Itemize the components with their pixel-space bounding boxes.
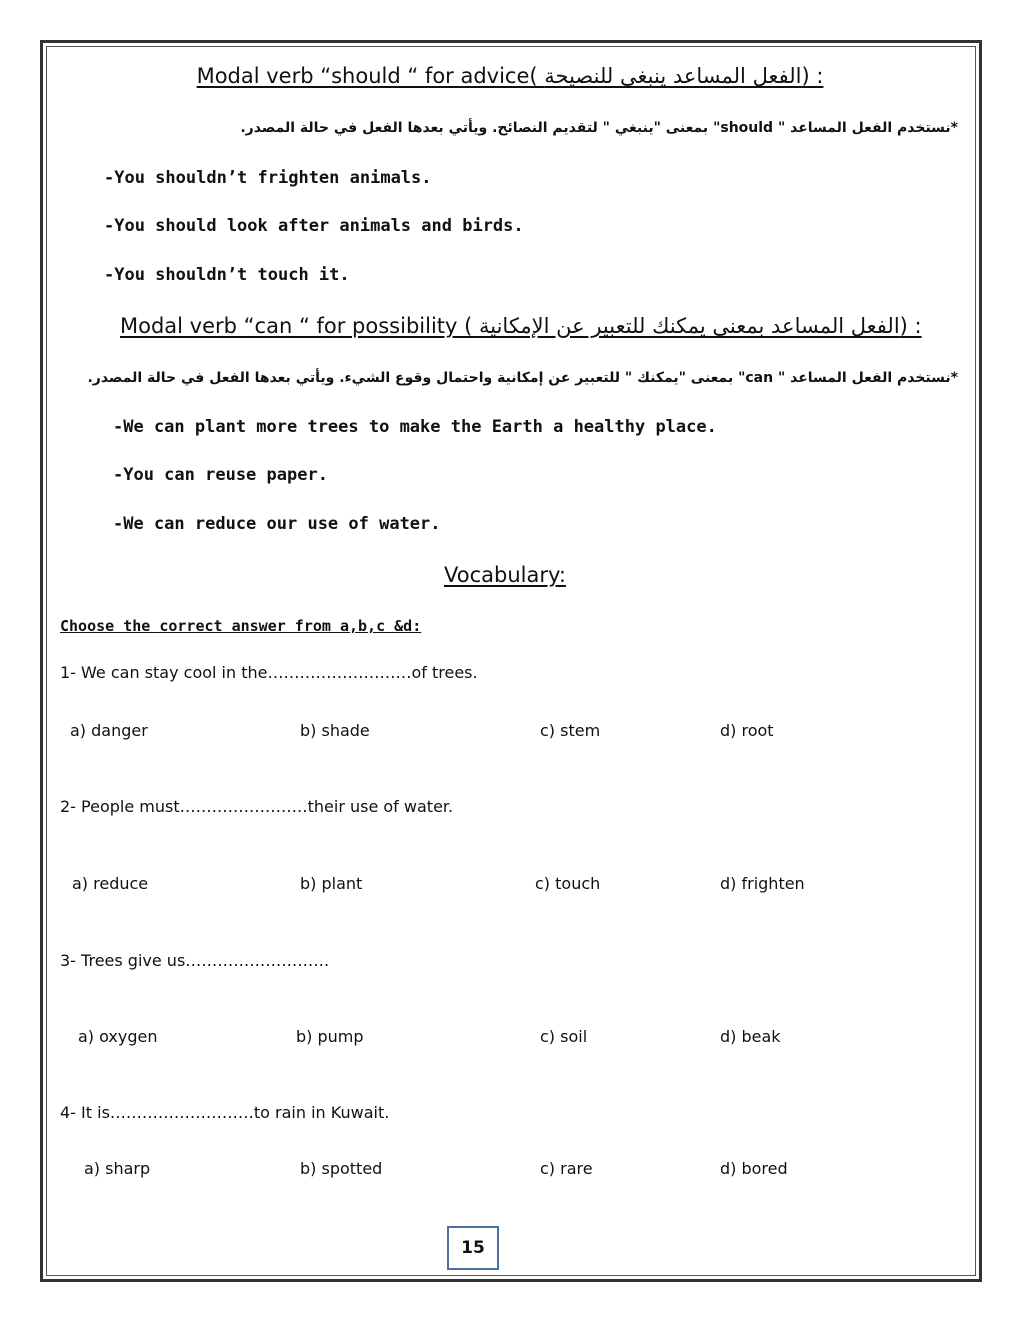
question-1-option-c[interactable]: c) stem [540,721,601,740]
question-4-option-b[interactable]: b) spotted [300,1159,383,1178]
can-section-title: Modal verb “can “ for possibility ( الفعل المساعد بمعنى يمكنك للتعبير عن الإمكانية) : [120,314,922,338]
question-3-option-b[interactable]: b) pump [296,1027,364,1046]
can-example-3: -We can reduce our use of water. [113,514,441,534]
should-example-3: -You shouldn’t touch it. [104,265,350,285]
page-number: 15 [447,1226,499,1270]
question-3: 3- Trees give us……………………… [60,951,330,970]
can-explanation: *نستخدم الفعل المساعد " can" بمعنى "يمكنك " للتعبير عن إمكانية واحتمال وقوع الشيء. ويأتي بعدها الفعل في حالة المصدر. [87,370,958,386]
should-section-title: Modal verb “should “ for advice( الفعل المساعد ينبغى للنصيحة) : [196,64,824,88]
question-2-option-a[interactable]: a) reduce [72,874,149,893]
question-2-option-c[interactable]: c) touch [535,874,601,893]
question-1-option-d[interactable]: d) root [720,721,774,740]
can-example-1: -We can plant more trees to make the Earth a healthy place. [113,417,717,437]
question-3-option-a[interactable]: a) oxygen [78,1027,158,1046]
should-example-1: -You shouldn’t frighten animals. [104,168,432,188]
question-3-option-c[interactable]: c) soil [540,1027,588,1046]
question-2-option-d[interactable]: d) frighten [720,874,805,893]
question-1: 1- We can stay cool in the………………………of trees. [60,663,478,682]
question-4-option-a[interactable]: a) sharp [84,1159,151,1178]
question-2: 2- People must……………………their use of water. [60,797,454,816]
question-4: 4- It is………………………to rain in Kuwait. [60,1103,390,1122]
can-example-2: -You can reuse paper. [113,465,328,485]
vocabulary-instruction: Choose the correct answer from a,b,c &d: [60,617,422,635]
question-4-option-d[interactable]: d) bored [720,1159,788,1178]
question-3-option-d[interactable]: d) beak [720,1027,781,1046]
question-4-option-c[interactable]: c) rare [540,1159,593,1178]
question-2-option-b[interactable]: b) plant [300,874,363,893]
should-explanation: *نستخدم الفعل المساعد " should" بمعنى "ينبغي " لتقديم النصائح. ويأتي بعدها الفعل في حالة المصدر. [240,120,958,136]
should-example-2: -You should look after animals and birds. [104,216,524,236]
question-1-option-a[interactable]: a) danger [70,721,148,740]
vocabulary-title: Vocabulary: [444,563,566,587]
question-1-option-b[interactable]: b) shade [300,721,370,740]
